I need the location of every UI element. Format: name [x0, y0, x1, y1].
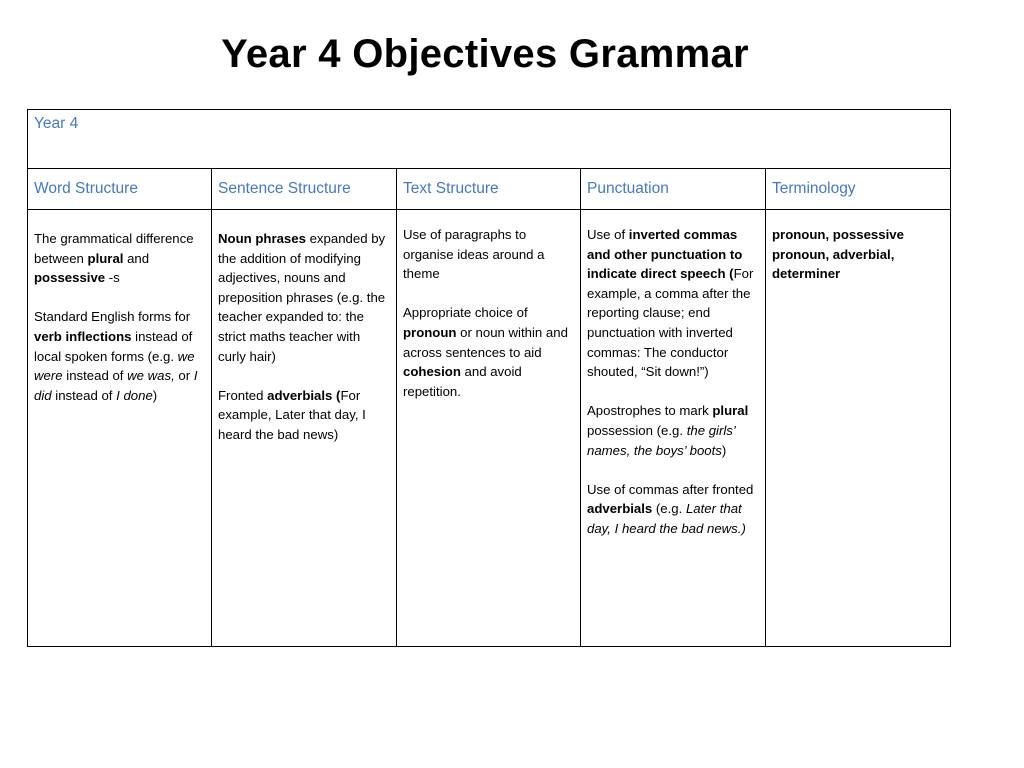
content-row: [28, 210, 951, 647]
punctuation-para-1: Use of inverted commas and other punctuation to indicate direct speech (For example, a comma after the reporting clause; end punctuation with inverted commas: The conductor shouted, “Sit down!”): [587, 227, 754, 380]
sentence-structure-para-2: Fronted adverbials (For example, Later that day, I heard the bad news): [218, 387, 366, 442]
year-cell: [28, 110, 951, 169]
header-text-structure: [397, 169, 581, 210]
text-structure-cell: [397, 210, 581, 647]
word-structure-cell: [28, 210, 212, 647]
punctuation-para-2: Apostrophes to mark plural possession (e.g. the girls’ names, the boys’ boots): [587, 403, 749, 458]
punctuation-cell: [581, 210, 766, 647]
word-structure-para-2: Standard English forms for verb inflections instead of local spoken forms (e.g. we were instead of we was, or I did instead of I done): [34, 309, 198, 403]
page-title: Year 4 Objectives Grammar: [221, 32, 749, 76]
punctuation-para-3: Use of commas after fronted adverbials (e.g. Later that day, I heard the bad news.): [587, 481, 754, 536]
text-structure-para-2: Appropriate choice of pronoun or noun within and across sentences to aid cohesion and avoid repetition.: [403, 305, 568, 399]
sentence-structure-cell: [212, 210, 397, 647]
header-punctuation: [581, 169, 766, 210]
terminology-cell: [766, 210, 951, 647]
column-header: Word Structure: [34, 180, 138, 197]
year-row: [28, 110, 951, 169]
column-header: Punctuation: [587, 180, 669, 197]
header-terminology: [766, 169, 951, 210]
header-sentence-structure: [212, 169, 397, 210]
objectives-table: [27, 109, 951, 647]
column-header: Terminology: [772, 180, 856, 197]
year-label: Year 4: [34, 115, 79, 132]
word-structure-para-1: The grammatical difference between plural and possessive -s: [34, 231, 194, 286]
sentence-structure-para-1: Noun phrases expanded by the addition of modifying adjectives, nouns and preposition phrases (e.g. the teacher expanded to: the strict maths teacher with curly hair): [218, 231, 386, 364]
header-row: [28, 169, 951, 210]
terminology-para: pronoun, possessive pronoun, adverbial, determiner: [772, 227, 904, 282]
column-header: Text Structure: [403, 180, 499, 197]
text-structure-para-1: Use of paragraphs to organise ideas around a theme: [403, 227, 545, 282]
header-word-structure: [28, 169, 212, 210]
column-header: Sentence Structure: [218, 180, 351, 197]
